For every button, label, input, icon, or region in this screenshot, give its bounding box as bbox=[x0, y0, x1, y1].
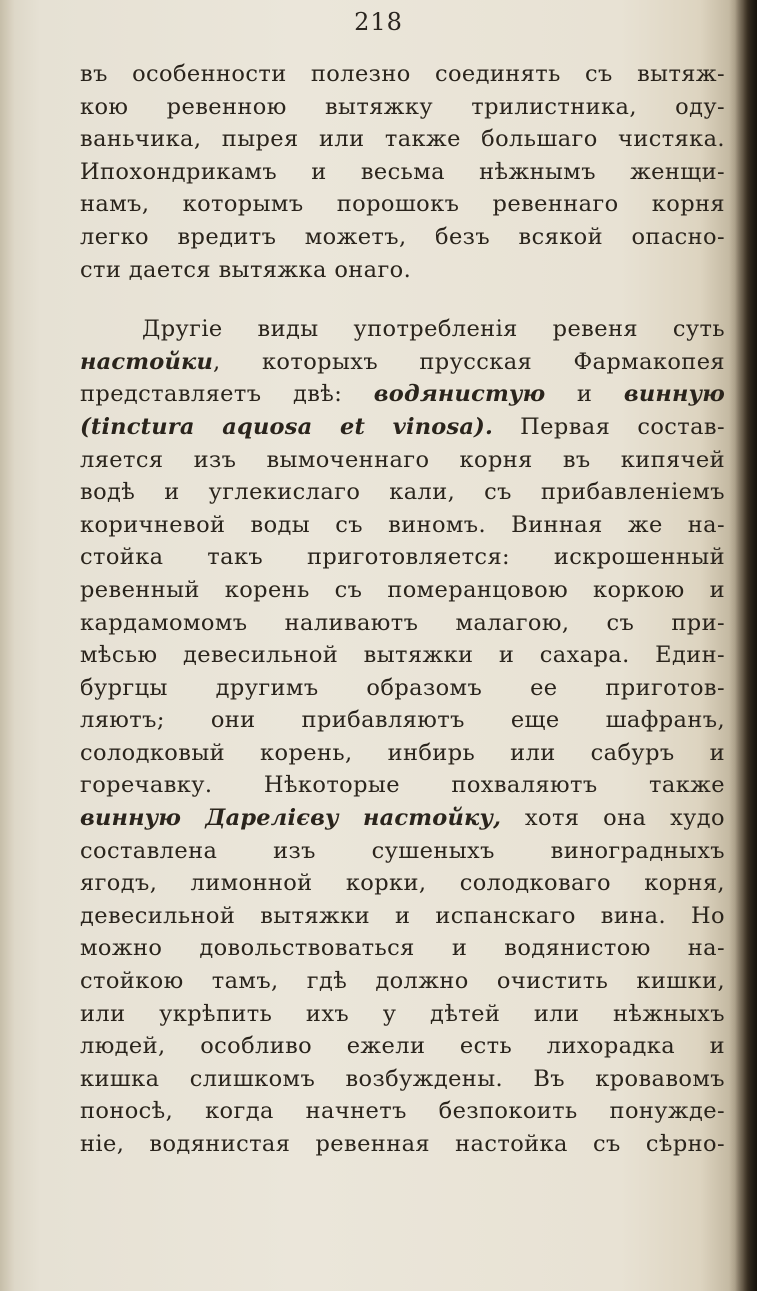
text-line: кишка слишкомъ возбуждены. Въ кровавомъ bbox=[80, 1065, 725, 1092]
text-line: ягодъ, лимонной корки, солодковаго корня, bbox=[80, 870, 725, 897]
text-line: водѣ и углекислаго кали, съ прибавленіемъ bbox=[80, 479, 725, 506]
italic-term: водянистую bbox=[373, 381, 546, 408]
italic-term: настойки bbox=[80, 348, 214, 375]
text-line: ляется изъ вымоченнаго корня въ кипячей bbox=[80, 446, 725, 473]
text-line: составлена изъ сушеныхъ виноградныхъ bbox=[80, 837, 725, 864]
text-line bbox=[80, 346, 725, 379]
text-line: или укрѣпить ихъ у дѣтей или нѣжныхъ bbox=[80, 1000, 725, 1027]
text-line bbox=[80, 378, 725, 411]
text-line: ніе, водянистая ревенная настойка съ сѣрно- bbox=[80, 1131, 725, 1157]
text-line: Ипохондрикамъ и весьма нѣжнымъ женщи- bbox=[80, 158, 725, 185]
paragraph-gap bbox=[80, 286, 725, 313]
text-line: кою ревенною вытяжку трилистника, оду- bbox=[80, 93, 725, 120]
text-line bbox=[80, 411, 725, 444]
text-line: кардамомомъ наливаютъ малагою, съ при- bbox=[80, 609, 725, 636]
text-line bbox=[80, 802, 725, 835]
italic-term: винную bbox=[623, 381, 725, 408]
text-line: коричневой воды съ виномъ. Винная же на- bbox=[80, 511, 725, 538]
text-run: Первая состав- bbox=[493, 413, 725, 440]
text-line: сти дается вытяжка онаго. bbox=[80, 256, 412, 283]
italic-term: (tinctura aquosa et vinosa). bbox=[80, 413, 494, 440]
page-number: 218 bbox=[354, 8, 403, 36]
italic-term: винную Дарелієву настойку, bbox=[80, 805, 502, 832]
text-line: стойка такъ приготовляется: искрошенный bbox=[80, 544, 725, 571]
text-run: и bbox=[545, 381, 624, 408]
text-line: легко вредитъ можетъ, безъ всякой опасно- bbox=[80, 223, 725, 250]
text-line: бургцы другимъ образомъ ее приготов- bbox=[80, 674, 725, 701]
text-line: горечавку. Нѣкоторые похваляютъ также bbox=[80, 772, 725, 799]
text-line: намъ, которымъ порошокъ ревеннаго корня bbox=[80, 191, 725, 218]
page-left-edge bbox=[0, 0, 14, 1291]
text-run: , которыхъ прусская Фармакопея bbox=[213, 348, 725, 375]
text-line: Другіе виды употребленія ревеня суть bbox=[142, 316, 725, 343]
text-run: представляетъ двѣ: bbox=[80, 381, 374, 408]
text-line: ляютъ; они прибавляютъ еще шафранъ, bbox=[80, 707, 725, 734]
text-line: можно довольствоваться и водянистою на- bbox=[80, 935, 725, 962]
text-line: стойкою тамъ, гдѣ должно очистить кишки, bbox=[80, 968, 725, 995]
text-line: девесильной вытяжки и испанскаго вина. Но bbox=[80, 902, 725, 929]
text-line: мѣсью девесильной вытяжки и сахара. Един- bbox=[80, 642, 725, 669]
text-line: людей, особливо ежели есть лихорадка и bbox=[80, 1033, 725, 1060]
page-text bbox=[80, 58, 725, 1161]
text-line: ревенный корень съ померанцовою коркою и bbox=[80, 576, 725, 603]
book-spine-shadow bbox=[729, 0, 757, 1291]
text-run: хотя она худо bbox=[501, 805, 725, 832]
text-line: солодковый корень, инбирь или сабуръ и bbox=[80, 739, 725, 766]
text-line: въ особенности полезно соединять съ вытяж- bbox=[80, 61, 725, 87]
text-line: поносѣ, когда начнетъ безпокоить понужде- bbox=[80, 1098, 725, 1125]
text-line: ваньчика, пырея или также большаго чистяка. bbox=[80, 126, 725, 153]
